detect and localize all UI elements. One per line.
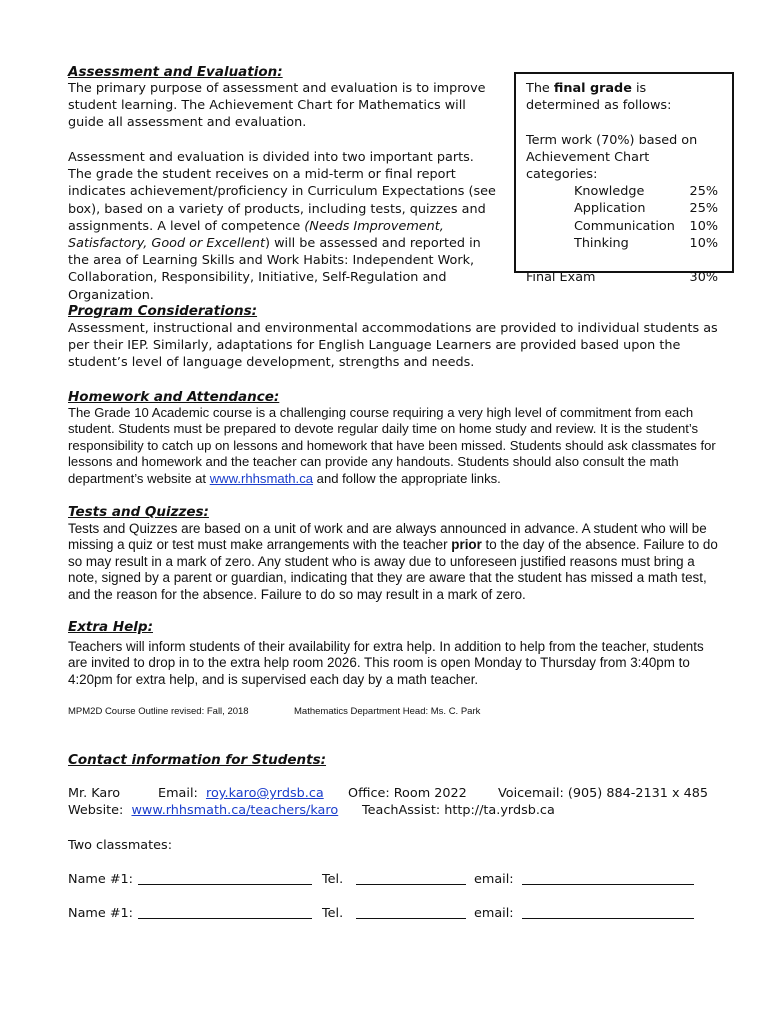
grade-box-intro	[526, 80, 722, 114]
homework-text-end: and follow the appropriate links.	[313, 470, 501, 486]
category-row	[526, 183, 722, 200]
classmates-label: Two classmates:	[68, 838, 173, 853]
assessment-heading: Assessment and Evaluation:	[68, 64, 283, 80]
category-row	[526, 235, 722, 252]
category-name: Application	[574, 201, 646, 217]
final-grade-bold: final grade	[553, 81, 632, 96]
classmate-email-blank[interactable]	[522, 872, 694, 885]
classmate-name-label: Name #1:	[68, 872, 133, 887]
classmate-email-label: email:	[474, 872, 514, 887]
teacher-website-link[interactable]: www.rhhsmath.ca/teachers/karo	[131, 803, 339, 818]
assessment-para-2	[68, 149, 498, 304]
extra-help-heading: Extra Help:	[68, 619, 153, 635]
program-text: Assessment, instructional and environmental accommodations are provided to individual students as per their IEP. Similarly, adaptations for English Language Learners are provided based upon the student’s level of language development, strengths and needs.	[68, 321, 718, 371]
classmate-name-blank[interactable]	[138, 906, 312, 919]
classmate-row	[68, 906, 708, 921]
course-outline-revised: MPM2D Course Outline revised: Fall, 2018	[68, 706, 249, 717]
category-name: Communication	[574, 218, 675, 234]
homework-text	[68, 405, 720, 487]
classmate-tel-blank[interactable]	[356, 872, 466, 885]
classmate-row	[68, 872, 708, 887]
prior-bold: prior	[451, 537, 482, 553]
assessment-para-2-text: Assessment and evaluation is divided into two important parts. The grade the student receives on a mid-term or final report indicates achievement/proficiency in Curriculum Expectations (see box), based on a variety of products, including tests, quizzes and assignments. A level of competence	[68, 150, 496, 234]
contact-heading: Contact information for Students:	[68, 752, 327, 768]
teacher-email	[158, 786, 324, 801]
tests-text-end: to the day of the absence. Failure to do so may result in a mark of zero. Any student who is away due to unforeseen justified reasons must bring a note, signed by a parent or guardian, indicating that they are aware that the student has missed a math test, and the reason for the absence. Failure to do so may result in a mark of zero.	[68, 537, 718, 602]
final-exam-percent: 30%	[689, 270, 718, 286]
department-head: Mathematics Department Head: Ms. C. Park	[294, 706, 481, 717]
program-heading: Program Considerations:	[68, 303, 258, 319]
grade-box-intro-start: The	[526, 81, 554, 96]
homework-heading: Homework and Attendance:	[68, 389, 280, 405]
assessment-para-1: The primary purpose of assessment and evaluation is to improve student learning. The Achievement Chart for Mathematics will guide all assessment and evaluation.	[68, 81, 486, 131]
category-row	[526, 200, 722, 217]
tests-heading: Tests and Quizzes:	[68, 504, 209, 520]
assessment-para-2-end: ) will be assessed and reported in the area of Learning Skills and Work Habits: Independent Work, Collaboration, Responsibility, Initiative, Self-Regulation and Organization.	[68, 236, 481, 303]
category-name: Knowledge	[574, 184, 645, 200]
teacher-name: Mr. Karo	[68, 786, 121, 801]
term-work-text: Term work (70%) based on Achievement Chart categories:	[526, 132, 698, 182]
classmate-tel-label: Tel.	[322, 872, 344, 887]
final-exam-label: Final Exam	[526, 270, 596, 286]
grade-box-intro-end: is determined as follows:	[526, 81, 672, 114]
category-percent: 10%	[689, 218, 718, 234]
category-percent: 25%	[689, 184, 718, 200]
email-label: Email:	[158, 786, 198, 801]
final-grade-box	[514, 72, 734, 286]
classmate-email-label: email:	[474, 906, 514, 921]
office-room: Office: Room 2022	[348, 786, 467, 801]
classmate-email-blank[interactable]	[522, 906, 694, 919]
teacher-email-link[interactable]: roy.karo@yrdsb.ca	[205, 786, 324, 801]
category-percent: 25%	[689, 201, 718, 217]
category-row	[526, 218, 722, 235]
tests-text-body: Tests and Quizzes are based on a unit of work and are always announced in advance. A student who will be missing a quiz or test must make arrangements with the teacher	[68, 521, 707, 553]
classmate-tel-label: Tel.	[322, 906, 344, 921]
teacher-website	[68, 803, 338, 818]
category-name: Thinking	[574, 235, 629, 251]
math-website-link[interactable]: www.rhhsmath.ca	[209, 470, 314, 486]
extra-help-text: Teachers will inform students of their availability for extra help. In addition to help from the teacher, students are invited to drop in to the extra help room 2026. This room is open Monday to Thursday from 3:40pm to 4:20pm for extra help, and is supervised each day by a math teacher.	[68, 639, 704, 687]
competence-levels: (Needs Improvement, Satisfactory, Good or Excellent	[68, 218, 444, 252]
tests-text	[68, 521, 720, 603]
classmate-name-blank[interactable]	[138, 872, 312, 885]
classmate-name-label: Name #1:	[68, 906, 133, 921]
teachassist: TeachAssist: http://ta.yrdsb.ca	[362, 803, 555, 818]
final-exam-row	[526, 269, 722, 286]
website-label: Website:	[68, 803, 124, 818]
classmate-tel-blank[interactable]	[356, 906, 466, 919]
voicemail: Voicemail: (905) 884-2131 x 485	[498, 786, 709, 801]
homework-text-body: The Grade 10 Academic course is a challenging course requiring a very high level of commitment from each student. Students must be prepared to devote regular daily time on home study and review. It is the student’s responsibility to catch up on lessons and homework that have been missed. Students should ask classmates for lessons and homework and the teacher can provide any handouts. Students should also consult the math department’s website at	[68, 405, 716, 486]
category-percent: 10%	[689, 235, 718, 251]
